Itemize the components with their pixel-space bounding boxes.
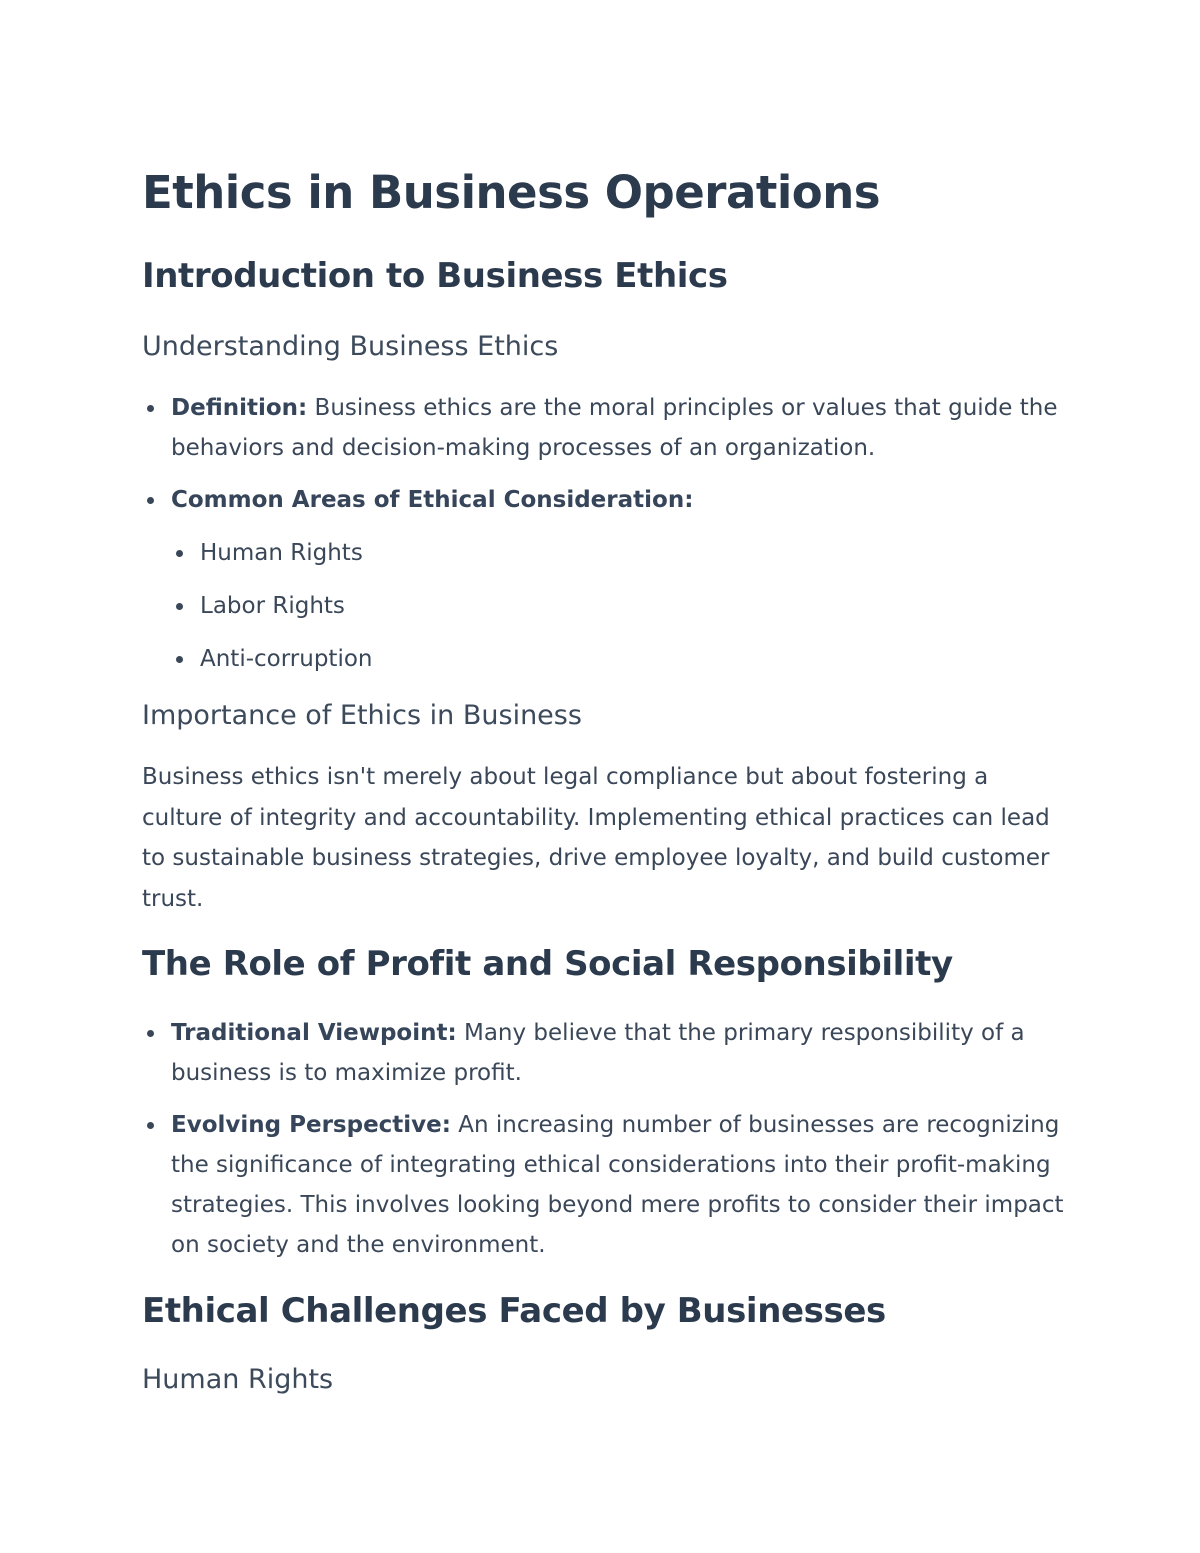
common-areas-label: Common Areas of Ethical Consideration: <box>171 487 694 513</box>
subheading-importance: Importance of Ethics in Business <box>142 700 582 731</box>
common-areas-sublist <box>200 533 1000 679</box>
importance-paragraph: Business ethics isn't merely about legal compliance but about fostering a culture of integrity and accountability. Implementing ethical practices can lead to sustainable business strategies, drive employee loyalty, and build customer trust. <box>142 764 1050 912</box>
definition-label: Definition: <box>171 395 308 421</box>
understanding-list <box>171 388 1071 520</box>
section-heading-challenges: Ethical Challenges Faced by Businesses <box>142 1291 886 1331</box>
section-heading-profit: The Role of Profit and Social Responsibility <box>142 944 953 984</box>
list-item-evolving <box>171 1105 1066 1265</box>
profit-list <box>171 1013 1066 1265</box>
subheading-understanding: Understanding Business Ethics <box>142 331 559 362</box>
traditional-label: Traditional Viewpoint: <box>171 1020 457 1046</box>
document-title: Ethics in Business Operations <box>142 166 881 219</box>
subheading-human-rights: Human Rights <box>142 1364 334 1395</box>
list-item-definition <box>171 388 1071 468</box>
list-item: Human Rights <box>200 533 1000 573</box>
list-item-common-areas <box>171 480 1071 520</box>
list-item: Labor Rights <box>200 586 1000 626</box>
traditional-text: Many believe that the primary responsibility of a business is to maximize profit. <box>171 1020 1025 1086</box>
list-item: Anti-corruption <box>200 639 1000 679</box>
definition-text: Business ethics are the moral principles or values that guide the behaviors and decision-making processes of an organization. <box>171 395 1058 461</box>
evolving-label: Evolving Perspective: <box>171 1112 451 1138</box>
section-heading-intro: Introduction to Business Ethics <box>142 256 728 296</box>
evolving-text: An increasing number of businesses are recognizing the significance of integrating ethical considerations into their profit-making strategies. This involves looking beyond mere profits to consider their impact on society and the environment. <box>171 1112 1064 1258</box>
list-item-traditional <box>171 1013 1066 1093</box>
